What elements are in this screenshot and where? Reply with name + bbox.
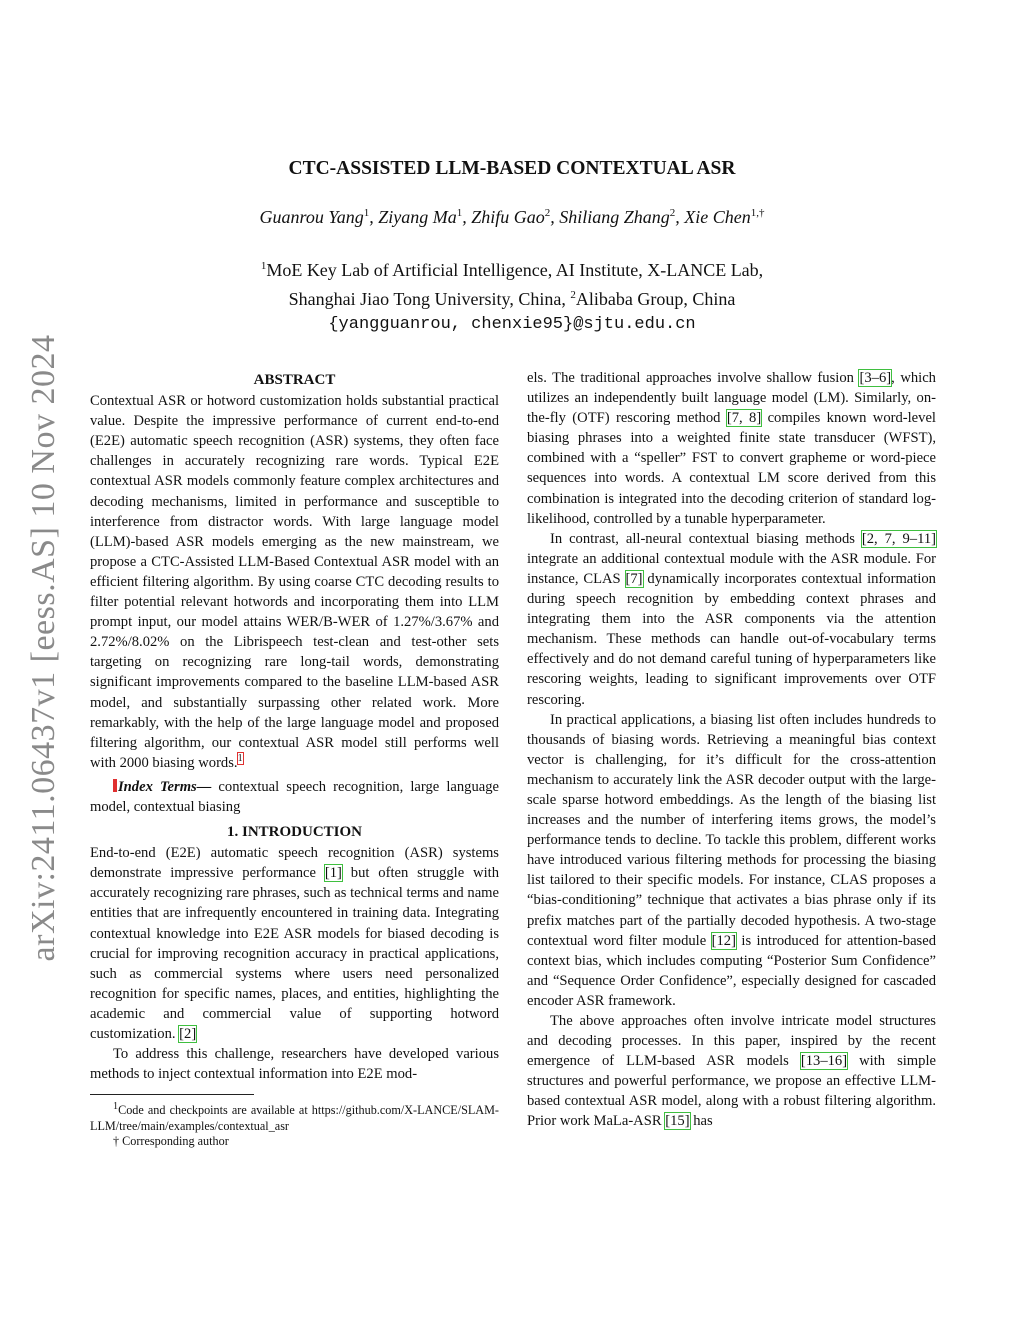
author-name: Guanrou Yang xyxy=(259,207,364,227)
citation-link[interactable]: [7, 8] xyxy=(726,410,762,427)
citation-link[interactable]: [1] xyxy=(324,865,342,882)
affiliation-line-2: Shanghai Jiao Tong University, China, $^2$Alibaba Group, China xyxy=(288,289,736,309)
citation-link[interactable]: [3–6] xyxy=(859,370,892,386)
footnote-link[interactable]: 1 xyxy=(237,752,243,764)
author-name: Xie Chen xyxy=(684,207,751,227)
author-affiliation-mark: 2 xyxy=(669,207,676,219)
bookmark-flag-icon xyxy=(113,779,117,792)
author-affiliation-mark: 1 xyxy=(363,207,370,219)
author-affiliation-mark: 1,† xyxy=(750,207,765,219)
footnote-1: $^1$Code and checkpoints are available at https://github.com/X-LANCE/SLAM-LLM/tree/main/examples/contextual_asr xyxy=(90,1101,499,1133)
left-column xyxy=(90,368,499,1150)
paper-title: CTC-ASSISTED LLM-BASED CONTEXTUAL ASR xyxy=(288,158,736,179)
author-name: Zhifu Gao xyxy=(471,207,545,227)
author-name: Shiliang Zhang xyxy=(559,207,670,227)
introduction-heading: 1. INTRODUCTION xyxy=(226,824,362,841)
intro-paragraph-1: End-to-end (E2E) automatic speech recognition (ASR) systems demonstrate impressive performance [1] but often struggle with accurately recognizing rare phrases, such as technical terms and name entities that are infrequently encountered in training data. Integrating contextual knowledge into E2E ASR models for biased decoding is crucial for improving recognition accuracy in practical applications, such as commercial systems where users need personalized recognition for specific names, places, and entities, highlighting the academic and commercial value of supporting hotword customization. [2] xyxy=(90,845,499,1042)
citation-link[interactable]: [15] xyxy=(665,1113,690,1130)
citation-link[interactable]: [13–16] xyxy=(800,1053,848,1070)
right-paragraph-2: In contrast, all-neural contextual biasing methods [2, 7, 9–11] integrate an additional contextual module with the ASR module. For instance, CLAS [7] dynamically incorporates contextual information during speech recognition by embedding context phrases and integrating them into the ASR components via the attention mechanism. These methods can handle out-of-vocabulary terms effectively and do not demand careful tuning of hyperparameters like rescoring weights, leading to significant improvements over OTF rescoring. xyxy=(527,530,936,708)
author-list: Guanrou Yang$^1$, Ziyang Ma$^1$, Zhifu Gao$^2$, Shiliang Zhang$^2$, Xie Chen$^{1,\dagger}$ xyxy=(259,207,765,227)
citation-link[interactable]: [2] xyxy=(179,1026,197,1042)
affiliation-line-1: $^1$MoE Key Lab of Artificial Intelligence, AI Institute, X-LANCE Lab, xyxy=(260,260,764,280)
footnote-2: † Corresponding author xyxy=(113,1134,229,1149)
right-column xyxy=(527,368,936,1132)
author-emails: {yangguanrou, chenxie95}@sjtu.edu.cn xyxy=(328,315,696,334)
abstract-heading: ABSTRACT xyxy=(253,372,336,388)
abstract-text: Contextual ASR or hotword customization holds substantial practical value. Despite the impressive performance of current end-to-end (E2E) automatic speech recognition (ASR) systems, they often face challenges in accurately recognizing rare words. Typical E2E contextual ASR models commonly feature complex architectures and decoding mechanisms, limited in performance and susceptible to interference from distractor words. With large language model (LLM)-based ASR models emerging as the new mainstream, we propose a CTC-Assisted LLM-Based Contextual ASR model with an efficient filtering algorithm. By using coarse CTC decoding results to filter potential relevant hotwords and incorporating them into LLM prompt input, our model attains WER/B-WER of 1.27%/3.67% and 2.72%/8.02% on the Librispeech test-clean and test-other sets targeting on recognizing rare long-tail words, demonstrating significant improvements compared to the baseline LLM-based ASR model, and substantially surpassing other related work. More remarkably, with the help of the large language model and proposed filtering algorithm, our contextual ASR model still performs well with 2000 biasing words.$^1$ xyxy=(90,393,499,771)
citation-link[interactable]: [12] xyxy=(711,932,736,949)
author-affiliation-mark: 2 xyxy=(544,207,551,219)
right-paragraph-4: The above approaches often involve intricate model structures and decoding processes. In this paper, inspired by the recent emergence of LLM-based ASR models [13–16] with simple structures and powerful performance, we propose an effective LLM-based contextual ASR model, along with a robust filtering algorithm. Prior work MaLa-ASR [15] has xyxy=(527,1013,936,1130)
footnote-divider xyxy=(90,1094,254,1095)
right-paragraph-1: els. The traditional approaches involve shallow fusion [3–6], which utilizes an independently built language model (LM). Similarly, on-the-fly (OTF) rescoring method [7, 8] compiles known word-level biasing phrases into a weighted finite state transducer (WFST), combined with a “speller” FST to convert grapheme or word-piece sequences into words. A contextual LM score derived from this combination is integrated into the decoding criterion of standard log-likelihood, controlled by a tunable hyperparameter. xyxy=(527,370,936,527)
citation-link[interactable]: [2, 7, 9–11] xyxy=(861,530,936,547)
right-paragraph-3: In practical applications, a biasing list often includes hundreds to thousands of biasing words. Retrieving a meaningful bias context vector is challenging, for it’s difficult for the cross-attention mechanism to accurately link the ASR decoder output with the large-scale sparse hotword embeddings. As the length of the biasing list increases and the number of interfering items grows, the model’s performance tends to decline. To tackle this problem, different works have introduced various filtering methods for processing the biasing list tailored to their specific models. For instance, CLAS proposes a “bias-conditioning” technique that activates a bias phrase only if its prefix matches part of the partially decoded hypothesis. A two-stage contextual word filter module [12] is introduced for attention-based context bias, which includes computing “Posterior Sum Confidence” and “Sequence Order Confidence”, especially designed for cascaded encoder ASR framework. xyxy=(527,711,936,1009)
arxiv-identifier-stamp: arXiv:2411.06437v1 [eess.AS] 10 Nov 2024 xyxy=(25,334,62,962)
author-affiliation-mark: 1 xyxy=(456,207,463,219)
index-terms: Index Terms— contextual speech recognition, large language model, contextual biasing xyxy=(90,778,499,815)
citation-link[interactable]: [7] xyxy=(625,570,643,587)
intro-paragraph-2: To address this challenge, researchers have developed various methods to inject contextual information into E2E mod- xyxy=(90,1046,499,1083)
author-name: Ziyang Ma xyxy=(378,207,457,227)
footnotes xyxy=(90,1099,499,1150)
affiliations xyxy=(0,254,1024,337)
